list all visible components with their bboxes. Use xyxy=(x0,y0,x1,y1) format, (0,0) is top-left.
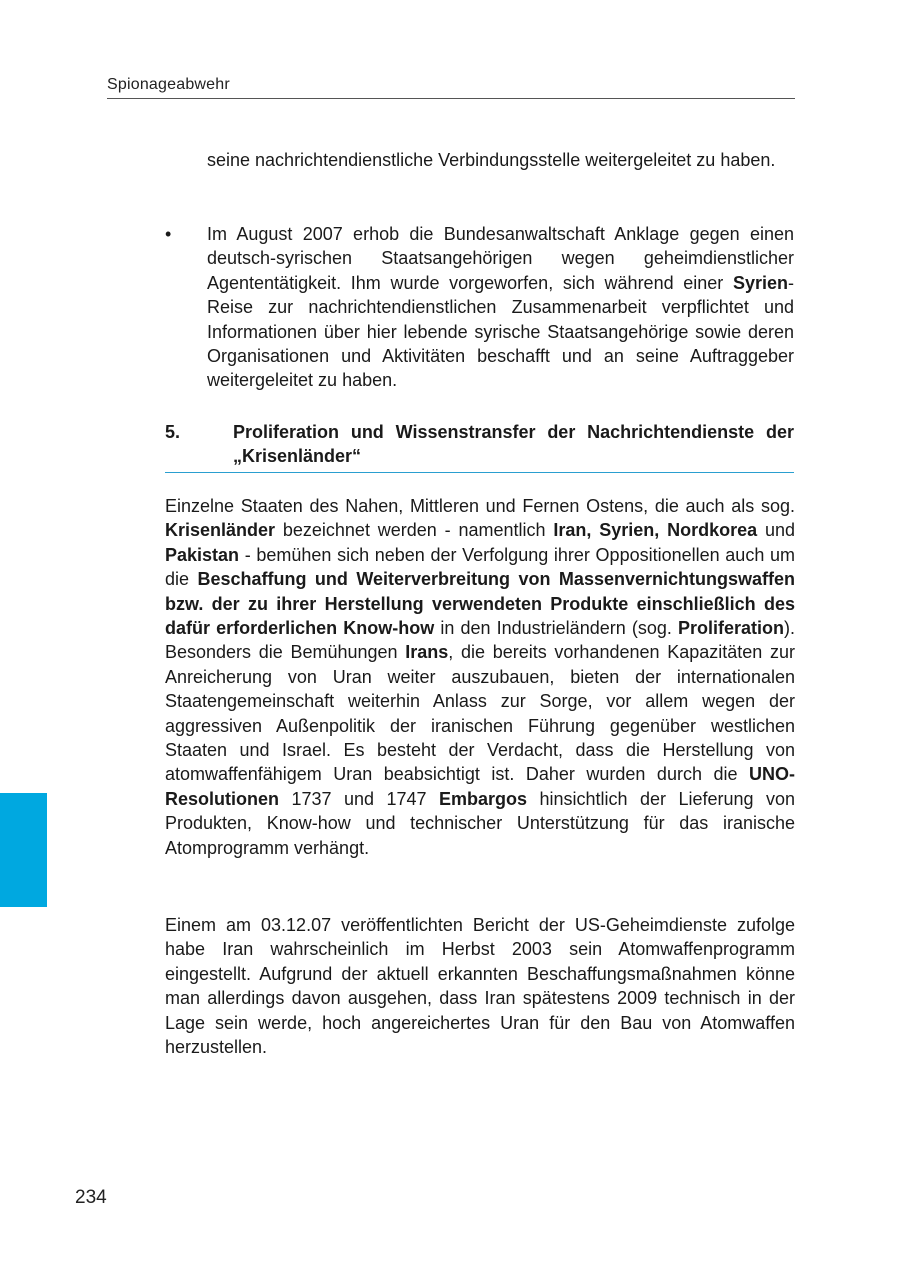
p1-bold-embargos: Embargos xyxy=(438,788,528,809)
section-number: 5. xyxy=(165,422,181,442)
p1-text-9: hinsichtlich der Lieferung von Produkten, Know-how und technischer Unterstützung für das iranische Atomprogramm verhängt. xyxy=(165,788,795,858)
running-header: Spionageabwehr xyxy=(107,76,795,99)
p1-text-8: 1737 und 1747 xyxy=(279,788,439,809)
p1-bold-countries: Iran, Syrien, Nordkorea xyxy=(553,520,758,541)
p1-bold-pakistan: Pakistan xyxy=(165,544,240,565)
p1-text-2: bezeichnet werden - namentlich xyxy=(275,520,554,541)
bullet-bold-syrien: Syrien xyxy=(732,272,788,293)
p1-text-6: ). Besonders die Bemühungen xyxy=(165,618,795,663)
p1-bold-irans: Irans xyxy=(405,642,449,663)
bullet-symbol: • xyxy=(165,224,172,244)
page-number: 234 xyxy=(75,1187,107,1208)
section-title: Proliferation und Wissenstransfer der Nachrichtendienste der „Krisenländer“ xyxy=(233,422,794,466)
p1-text-1: Einzelne Staaten des Nahen, Mittleren und Fernen Ostens, die auch als sog. xyxy=(165,496,795,516)
p1-bold-beschaffung: Beschaffung und Weiterverbreitung von Massenvernichtungswaffen bzw. der zu ihrer Herstellung verwendeten Produkte einschließlich des dafür erforderlichen Know-how xyxy=(165,569,795,639)
p1-text-5: in den Industrieländern (sog. xyxy=(434,618,678,639)
bullet-text-2: -Reise zur nachrichtendienstlichen Zusammenarbeit verpflichtet und Informationen über hier lebende syrische Staatsangehörige sowie deren Organisationen und Aktivitäten beschafft und an seine Auftraggeber weitergeleitet zu haben. xyxy=(207,272,794,391)
body-paragraph-1 xyxy=(165,494,795,860)
body-paragraph-2: Einem am 03.12.07 veröffentlichten Bericht der US-Geheimdienste zufolge habe Iran wahrscheinlich im Herbst 2003 sein Atomwaffenprogramm eingestellt. Aufgrund der aktuell erkannten Beschaffungsmaßnahmen könne man allerdings davon ausgehen, dass Iran spätestens 2009 technisch in der Lage sein werde, hoch angereichertes Uran für den Bau von Atomwaffen herzustellen. xyxy=(165,915,795,1058)
p1-text-3: und xyxy=(757,520,795,541)
bullet-paragraph xyxy=(207,222,794,393)
p1-text-4: - bemühen sich neben der Verfolgung ihrer Oppositionellen auch um die xyxy=(165,544,795,590)
bullet-text-1: Im August 2007 erhob die Bundesanwaltschaft Anklage gegen einen deutsch-syrischen Staatsangehörigen wegen geheimdienstlicher Agententätigkeit. Ihm wurde vorgeworfen, sich während einer xyxy=(207,224,794,293)
continuation-paragraph: seine nachrichtendienstliche Verbindungsstelle weitergeleitet zu haben. xyxy=(207,150,776,170)
p1-bold-uno-resolutionen: UNO-Resolutionen xyxy=(165,764,795,809)
section-heading xyxy=(165,420,794,473)
p1-text-7: , die bereits vorhandenen Kapazitäten zur Anreicherung von Uran weiter auszubauen, bieten der internationalen Staatengemeinschaft weiterhin Anlass zur Sorge, vor allem wegen der aggressiven Außenpolitik der iranischen Führung gegenüber westlichen Staaten und Israel. Es besteht der Verdacht, dass die Herstellung von atomwaffenfähigem Uran beabsichtigt ist. Daher wurden durch die xyxy=(165,642,795,785)
p1-bold-krisenlaender: Krisenländer xyxy=(165,520,276,541)
chapter-tab-marker xyxy=(0,793,47,907)
p1-bold-proliferation: Proliferation xyxy=(677,618,784,639)
